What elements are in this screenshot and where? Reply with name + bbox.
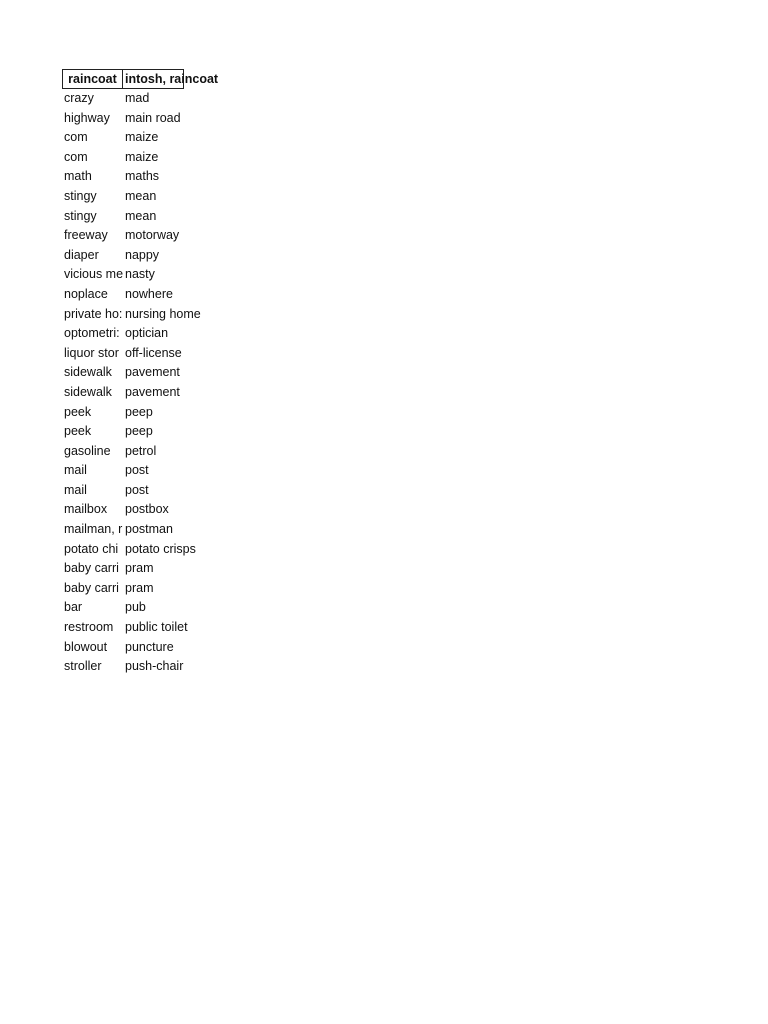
cell-british-term[interactable]: off-license [125,345,182,360]
cell-american-term[interactable]: mailbox [64,502,108,517]
cell-american-term[interactable]: highway [64,110,110,125]
cell-american-term[interactable]: freeway [64,228,108,243]
header-cell-a[interactable]: raincoat [62,69,123,89]
table-row [62,657,262,677]
cell-american-term[interactable]: noplace [64,286,108,301]
cell-british-term[interactable]: nappy [125,247,160,262]
cell-british-term[interactable]: peep [125,424,153,439]
cell-british-term[interactable]: main road [125,110,181,125]
cell-american-term[interactable]: sidewalk [64,384,112,399]
cell-american-term[interactable]: math [64,169,92,184]
table-row [62,226,262,246]
table-row [62,109,262,129]
table-row [62,618,262,638]
cell-american-term[interactable]: com [64,130,88,145]
table-row [62,540,262,560]
cell-british-term[interactable]: optician [125,326,169,341]
table-row [62,128,262,148]
table-body [62,89,262,677]
cell-american-term[interactable]: peek [64,424,92,439]
cell-american-term[interactable]: gasoline [64,443,111,458]
table-row [62,500,262,520]
cell-british-term[interactable]: nursing home [125,306,201,321]
cell-british-term[interactable]: puncture [125,639,174,654]
cell-british-term[interactable]: potato crisps [125,541,196,556]
cell-british-term[interactable]: mad [125,91,150,105]
table-row [62,442,262,462]
cell-american-term[interactable]: sidewalk [64,365,112,380]
table-row [62,89,262,109]
cell-british-term[interactable]: pavement [125,384,180,399]
spreadsheet-grid [62,69,262,677]
cell-british-term[interactable]: nasty [125,267,155,282]
cell-american-term[interactable]: peek [64,404,92,419]
cell-british-term[interactable]: mean [125,208,157,223]
table-row [62,520,262,540]
cell-american-term[interactable]: potato chi [64,541,119,556]
table-row [62,167,262,187]
cell-american-term[interactable]: crazy [64,91,94,105]
table-row [62,363,262,383]
table-row [62,207,262,227]
cell-british-term[interactable]: pram [125,561,154,576]
cell-british-term[interactable]: maize [125,130,159,145]
cell-american-term[interactable]: mail [64,463,87,478]
table-row [62,638,262,658]
table-row [62,403,262,423]
cell-american-term[interactable]: baby carri [64,561,119,576]
cell-british-term[interactable]: pram [125,580,154,595]
cell-american-term[interactable]: mail [64,482,87,497]
table-row [62,324,262,344]
header-cell-b[interactable]: intosh, raincoat [123,69,184,89]
table-row [62,246,262,266]
cell-british-term[interactable]: nowhere [125,286,173,301]
cell-british-term[interactable]: maize [125,149,159,164]
cell-british-term[interactable]: postbox [125,502,169,517]
table-row [62,148,262,168]
table-row [62,481,262,501]
table-row [62,187,262,207]
cell-american-term[interactable]: stroller [64,659,102,674]
cell-american-term[interactable]: diaper [64,247,99,262]
cell-british-term[interactable]: peep [125,404,153,419]
cell-american-term[interactable]: mailman, r [64,522,123,537]
table-row [62,598,262,618]
cell-british-term[interactable]: motorway [125,228,180,243]
cell-british-term[interactable]: mean [125,188,157,203]
cell-british-term[interactable]: postman [125,522,173,537]
table-row [62,422,262,442]
cell-american-term[interactable]: vicious me [64,267,123,282]
cell-british-term[interactable]: pub [125,600,146,615]
table-row [62,559,262,579]
cell-american-term[interactable]: bar [64,600,83,615]
cell-american-term[interactable]: baby carri [64,580,119,595]
cell-british-term[interactable]: post [125,463,149,478]
cell-american-term[interactable]: restroom [64,620,114,635]
header-row [62,69,262,89]
cell-american-term[interactable]: blowout [64,639,108,654]
table-row [62,285,262,305]
table-row [62,265,262,285]
cell-american-term[interactable]: private ho: [64,306,123,321]
cell-american-term[interactable]: optometri: [64,326,120,341]
cell-american-term[interactable]: com [64,149,88,164]
cell-british-term[interactable]: pavement [125,365,180,380]
cell-american-term[interactable]: stingy [64,188,97,203]
cell-american-term[interactable]: liquor stor [64,345,119,360]
table-row [62,579,262,599]
cell-british-term[interactable]: maths [125,169,160,184]
table-row [62,461,262,481]
cell-american-term[interactable]: stingy [64,208,97,223]
cell-british-term[interactable]: public toilet [125,620,188,635]
cell-british-term[interactable]: petrol [125,443,157,458]
cell-british-term[interactable]: post [125,482,149,497]
cell-british-term[interactable]: push-chair [125,659,184,674]
table-row [62,344,262,364]
table-row [62,305,262,325]
table-row [62,383,262,403]
